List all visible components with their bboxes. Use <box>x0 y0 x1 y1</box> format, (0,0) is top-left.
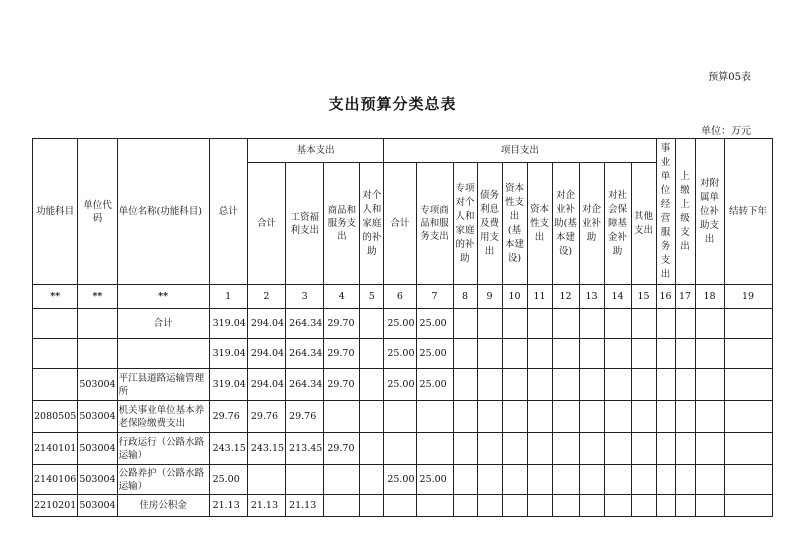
cell-goods <box>324 465 360 495</box>
cell-proj-total <box>384 433 416 465</box>
empty-cell <box>604 465 631 495</box>
empty-cell <box>453 495 477 517</box>
cell-proj-goods <box>416 401 453 433</box>
budget-table <box>32 138 773 517</box>
cell-total: 25.00 <box>209 465 247 495</box>
empty-cell <box>579 433 604 465</box>
empty-cell <box>579 401 604 433</box>
header-basic: 基本支出 <box>247 139 384 163</box>
header-proj-goods: 专项商品和服务支出 <box>416 163 453 285</box>
cell-goods: 29.70 <box>324 339 360 369</box>
empty-cell <box>604 309 631 339</box>
cell-personal <box>360 433 384 465</box>
cell-personal <box>360 495 384 517</box>
table-body <box>33 309 773 517</box>
cell-unit-name: 合计 <box>117 309 209 339</box>
index-cell: 1 <box>209 285 247 309</box>
header-capital: 资本性支出 <box>527 163 552 285</box>
header-personal: 对个人和家庭的补助 <box>360 163 384 285</box>
empty-cell <box>552 465 579 495</box>
cell-func-code <box>33 309 78 339</box>
empty-cell <box>604 369 631 401</box>
empty-cell <box>656 401 675 433</box>
empty-cell <box>502 465 527 495</box>
header-ent-sub-basic: 对企业补助(基本建设) <box>552 163 579 285</box>
cell-func-code: 2080505 <box>33 401 78 433</box>
cell-func-code: 2210201 <box>33 495 78 517</box>
cell-basic-total: 294.04 <box>247 339 285 369</box>
cell-basic-total: 243.15 <box>247 433 285 465</box>
empty-cell <box>502 401 527 433</box>
empty-cell <box>656 339 675 369</box>
cell-goods <box>324 495 360 517</box>
index-cell: 12 <box>552 285 579 309</box>
empty-cell <box>695 401 724 433</box>
header-proj-total: 合计 <box>384 163 416 285</box>
page-title: 支出预算分类总表 <box>328 95 457 113</box>
cell-proj-total: 25.00 <box>384 339 416 369</box>
empty-cell <box>579 309 604 339</box>
cell-total: 243.15 <box>209 433 247 465</box>
empty-cell <box>477 465 502 495</box>
index-cell: ** <box>33 285 78 309</box>
empty-cell <box>527 339 552 369</box>
empty-cell <box>695 369 724 401</box>
cell-proj-total <box>384 401 416 433</box>
cell-unit-code <box>78 339 117 369</box>
empty-cell <box>604 339 631 369</box>
cell-func-code: 2140106 <box>33 465 78 495</box>
empty-cell <box>552 339 579 369</box>
empty-cell <box>527 401 552 433</box>
header-biz: 事业单位经营服务支出 <box>656 139 675 285</box>
index-cell: 18 <box>695 285 724 309</box>
empty-cell <box>552 433 579 465</box>
cell-unit-name: 平江县道路运输管理所 <box>117 369 209 401</box>
cell-func-code <box>33 369 78 401</box>
cell-proj-goods <box>416 495 453 517</box>
index-cell: ** <box>117 285 209 309</box>
table-row <box>33 433 773 465</box>
empty-cell <box>527 309 552 339</box>
cell-unit-name: 住房公积金 <box>117 495 209 517</box>
index-cell: 5 <box>360 285 384 309</box>
empty-cell <box>675 495 695 517</box>
table-row <box>33 401 773 433</box>
cell-unit-name: 公路养护（公路水路运输） <box>117 465 209 495</box>
cell-basic-total <box>247 465 285 495</box>
empty-cell <box>502 369 527 401</box>
empty-cell <box>579 339 604 369</box>
empty-cell <box>675 465 695 495</box>
empty-cell <box>675 433 695 465</box>
cell-basic-total: 294.04 <box>247 369 285 401</box>
index-cell: 3 <box>286 285 324 309</box>
empty-cell <box>527 495 552 517</box>
empty-cell <box>527 369 552 401</box>
index-cell: 2 <box>247 285 285 309</box>
header-project: 项目支出 <box>384 139 656 163</box>
empty-cell <box>724 465 772 495</box>
empty-cell <box>527 465 552 495</box>
header-debt: 债务利息及费用支出 <box>477 163 502 285</box>
cell-proj-goods: 25.00 <box>416 339 453 369</box>
empty-cell <box>477 309 502 339</box>
empty-cell <box>477 369 502 401</box>
header-proj-personal: 专项对个人和家庭的补助 <box>453 163 477 285</box>
empty-cell <box>656 433 675 465</box>
cell-unit-name: 行政运行（公路水路运输） <box>117 433 209 465</box>
header-unit-code: 单位代码 <box>78 139 117 285</box>
empty-cell <box>675 369 695 401</box>
index-cell: 17 <box>675 285 695 309</box>
header-ent-sub: 对企业补助 <box>579 163 604 285</box>
cell-unit-name <box>117 339 209 369</box>
cell-unit-code: 503004 <box>78 433 117 465</box>
index-row <box>33 285 773 309</box>
empty-cell <box>579 465 604 495</box>
empty-cell <box>477 401 502 433</box>
form-code: 预算05表 <box>708 72 751 83</box>
header-func-subject: 功能科目 <box>33 139 78 285</box>
empty-cell <box>695 309 724 339</box>
empty-cell <box>453 339 477 369</box>
header-carry: 结转下年 <box>724 139 772 285</box>
cell-proj-total: 25.00 <box>384 369 416 401</box>
header-wages: 工资福利支出 <box>286 163 324 285</box>
index-cell: 11 <box>527 285 552 309</box>
header-affil: 对附属单位补助支出 <box>695 139 724 285</box>
empty-cell <box>675 309 695 339</box>
empty-cell <box>604 495 631 517</box>
cell-func-code <box>33 339 78 369</box>
cell-goods: 29.70 <box>324 433 360 465</box>
index-cell: 6 <box>384 285 416 309</box>
header-capital-basic: 资本性支出(基本建设) <box>502 163 527 285</box>
empty-cell <box>631 495 656 517</box>
empty-cell <box>502 433 527 465</box>
cell-proj-total: 25.00 <box>384 309 416 339</box>
unit-label: 单位：万元 <box>701 126 751 137</box>
table-row <box>33 339 773 369</box>
cell-total: 21.13 <box>209 495 247 517</box>
index-cell: 14 <box>604 285 631 309</box>
cell-unit-code: 503004 <box>78 465 117 495</box>
cell-personal <box>360 369 384 401</box>
cell-func-code: 2140101 <box>33 433 78 465</box>
empty-cell <box>579 495 604 517</box>
cell-personal <box>360 339 384 369</box>
cell-goods: 29.70 <box>324 369 360 401</box>
header-social: 对社会保障基金补助 <box>604 163 631 285</box>
empty-cell <box>502 309 527 339</box>
empty-cell <box>631 309 656 339</box>
cell-total: 29.76 <box>209 401 247 433</box>
cell-personal <box>360 309 384 339</box>
empty-cell <box>453 433 477 465</box>
cell-total: 319.04 <box>209 309 247 339</box>
index-cell: 8 <box>453 285 477 309</box>
empty-cell <box>695 433 724 465</box>
empty-cell <box>477 339 502 369</box>
empty-cell <box>604 401 631 433</box>
index-cell: 15 <box>631 285 656 309</box>
empty-cell <box>552 495 579 517</box>
cell-total: 319.04 <box>209 369 247 401</box>
empty-cell <box>675 401 695 433</box>
cell-unit-code: 503004 <box>78 495 117 517</box>
cell-unit-code <box>78 309 117 339</box>
empty-cell <box>453 465 477 495</box>
index-cell: 4 <box>324 285 360 309</box>
cell-goods: 29.70 <box>324 309 360 339</box>
cell-wages: 21.13 <box>286 495 324 517</box>
index-cell: 13 <box>579 285 604 309</box>
empty-cell <box>724 433 772 465</box>
header-total: 总计 <box>209 139 247 285</box>
empty-cell <box>675 339 695 369</box>
header-unit-name: 单位名称(功能科目) <box>117 139 209 285</box>
empty-cell <box>453 401 477 433</box>
cell-basic-total: 29.76 <box>247 401 285 433</box>
empty-cell <box>656 465 675 495</box>
index-cell: 7 <box>416 285 453 309</box>
cell-goods <box>324 401 360 433</box>
empty-cell <box>695 495 724 517</box>
cell-wages: 213.45 <box>286 433 324 465</box>
empty-cell <box>656 309 675 339</box>
cell-unit-code: 503004 <box>78 401 117 433</box>
empty-cell <box>695 465 724 495</box>
cell-wages: 264.34 <box>286 309 324 339</box>
cell-wages <box>286 465 324 495</box>
cell-proj-goods: 25.00 <box>416 465 453 495</box>
cell-wages: 29.76 <box>286 401 324 433</box>
table-row <box>33 369 773 401</box>
header-other: 其他支出 <box>631 163 656 285</box>
header-upper: 上缴上级支出 <box>675 139 695 285</box>
empty-cell <box>579 369 604 401</box>
empty-cell <box>631 369 656 401</box>
table-row <box>33 309 773 339</box>
cell-proj-total <box>384 495 416 517</box>
empty-cell <box>453 369 477 401</box>
cell-unit-name: 机关事业单位基本养老保险缴费支出 <box>117 401 209 433</box>
empty-cell <box>552 369 579 401</box>
cell-proj-goods <box>416 433 453 465</box>
empty-cell <box>724 309 772 339</box>
header-basic-total: 合计 <box>247 163 285 285</box>
cell-wages: 264.34 <box>286 339 324 369</box>
cell-basic-total: 294.04 <box>247 309 285 339</box>
index-cell: 16 <box>656 285 675 309</box>
empty-cell <box>695 339 724 369</box>
cell-unit-code: 503004 <box>78 369 117 401</box>
cell-wages: 264.34 <box>286 369 324 401</box>
table-row <box>33 495 773 517</box>
empty-cell <box>724 369 772 401</box>
empty-cell <box>724 495 772 517</box>
empty-cell <box>631 401 656 433</box>
cell-personal <box>360 465 384 495</box>
empty-cell <box>631 339 656 369</box>
table-row <box>33 465 773 495</box>
empty-cell <box>631 465 656 495</box>
cell-proj-goods: 25.00 <box>416 369 453 401</box>
index-cell: 19 <box>724 285 772 309</box>
cell-proj-goods: 25.00 <box>416 309 453 339</box>
index-cell: ** <box>78 285 117 309</box>
empty-cell <box>552 401 579 433</box>
empty-cell <box>453 309 477 339</box>
empty-cell <box>724 401 772 433</box>
cell-proj-total: 25.00 <box>384 465 416 495</box>
empty-cell <box>552 309 579 339</box>
empty-cell <box>527 433 552 465</box>
empty-cell <box>502 495 527 517</box>
empty-cell <box>502 339 527 369</box>
empty-cell <box>631 433 656 465</box>
empty-cell <box>477 495 502 517</box>
cell-personal <box>360 401 384 433</box>
index-cell: 10 <box>502 285 527 309</box>
cell-basic-total: 21.13 <box>247 495 285 517</box>
header-goods: 商品和服务支出 <box>324 163 360 285</box>
empty-cell <box>604 433 631 465</box>
empty-cell <box>656 495 675 517</box>
empty-cell <box>724 339 772 369</box>
cell-total: 319.04 <box>209 339 247 369</box>
empty-cell <box>656 369 675 401</box>
index-cell: 9 <box>477 285 502 309</box>
empty-cell <box>477 433 502 465</box>
